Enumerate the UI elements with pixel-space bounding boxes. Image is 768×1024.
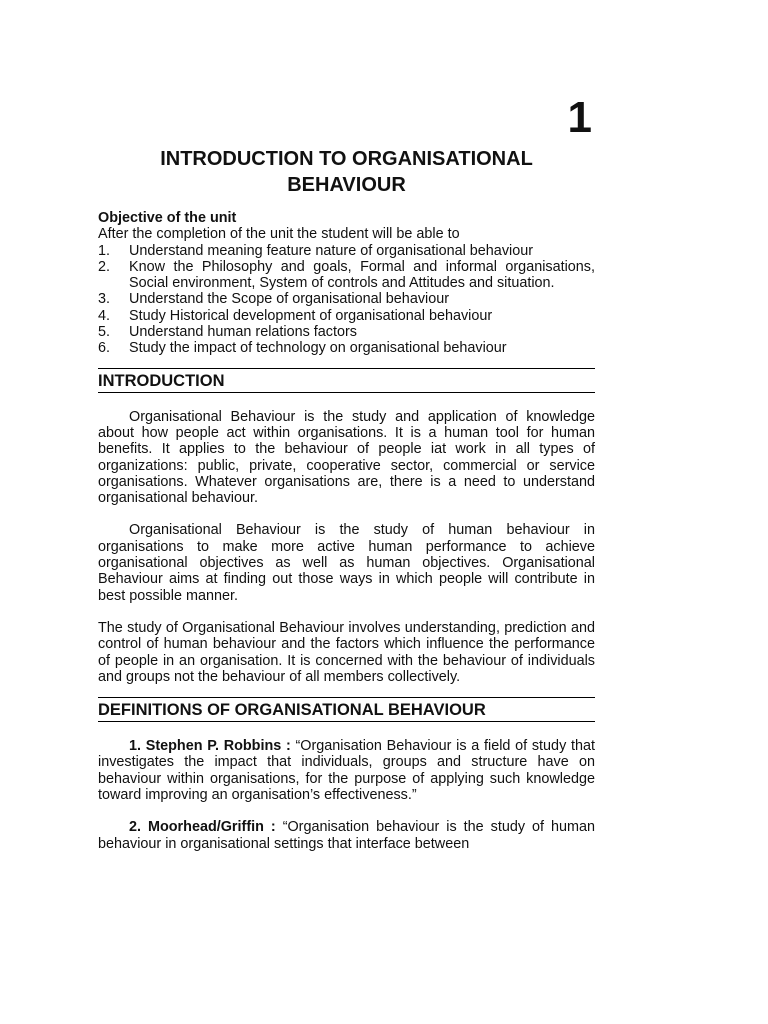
definition-paragraph: [98, 738, 595, 803]
introduction-heading: INTRODUCTION: [98, 368, 595, 393]
objective-text: Know the Philosophy and goals, Formal and informal organisations, Social environment, System of controls and Attitudes and situation.: [129, 258, 595, 292]
definitions-heading: DEFINITIONS OF ORGANISATIONAL BEHAVIOUR: [98, 697, 595, 722]
objective-item: [98, 324, 595, 340]
objective-text: Understand meaning feature nature of organisational behaviour: [129, 242, 534, 259]
definition-author: 2. Moorhead/Griffin :: [129, 819, 276, 836]
chapter-number: 1: [567, 93, 592, 142]
objective-text: Understand human relations factors: [129, 324, 357, 341]
objectives-intro: After the completion of the unit the student will be able to: [98, 226, 460, 243]
objective-item: [98, 291, 595, 307]
definition-text: “Organisation behaviour is the study of human behaviour in organisational settings that interface between: [98, 819, 596, 852]
objective-item: [98, 259, 595, 292]
page-content: [98, 210, 595, 852]
objective-item: [98, 243, 595, 259]
objective-item: [98, 308, 595, 324]
objective-text: Study the impact of technology on organisational behaviour: [129, 340, 507, 357]
objectives-list: [98, 243, 595, 357]
chapter-title-line-2: BEHAVIOUR: [287, 174, 406, 196]
objective-number: 3.: [98, 291, 111, 308]
introduction-paragraph: Organisational Behaviour is the study of human behaviour in organisations to make more active human performance to achieve organisational objectives as well as human objectives. Organisational Behaviour aims at finding out those ways in which people will contribute in best possible manner.: [98, 522, 595, 604]
definition-text: “Organisation Behaviour is a field of study that investigates the impact that individuals, groups and structure have on behaviour within organisations, for the purpose of applying such knowledge toward improving an organisation’s effectiveness.”: [98, 738, 595, 804]
introduction-paragraph: Organisational Behaviour is the study and application of knowledge about how people act within organisations. It is a human tool for human benefits. It applies to the behaviour of people iat work in all types of organizations: public, private, cooperative sector, commercial or service organisations. Whatever organisations are, there is a need to understand organisational behaviour.: [98, 408, 595, 507]
objective-number: 6.: [98, 340, 111, 357]
objective-text: Understand the Scope of organisational behaviour: [129, 291, 450, 308]
definition-paragraph: [98, 819, 595, 852]
definition-author: 1. Stephen P. Robbins :: [129, 738, 291, 755]
objective-number: 2.: [98, 258, 111, 275]
chapter-title-line-1: INTRODUCTION TO ORGANISATIONAL: [160, 148, 533, 170]
objective-number: 1.: [98, 242, 111, 259]
chapter-title: [98, 146, 595, 198]
objectives-heading: Objective of the unit: [98, 210, 237, 226]
objective-number: 5.: [98, 324, 111, 341]
introduction-paragraph: The study of Organisational Behaviour involves understanding, prediction and control of human behaviour and the factors which influence the performance of people in an organisation. It is concerned with the behaviour of individuals and groups not the behaviour of all members collectively.: [98, 619, 595, 685]
objective-text: Study Historical development of organisational behaviour: [129, 307, 493, 324]
objective-number: 4.: [98, 307, 111, 324]
objective-item: [98, 340, 595, 356]
